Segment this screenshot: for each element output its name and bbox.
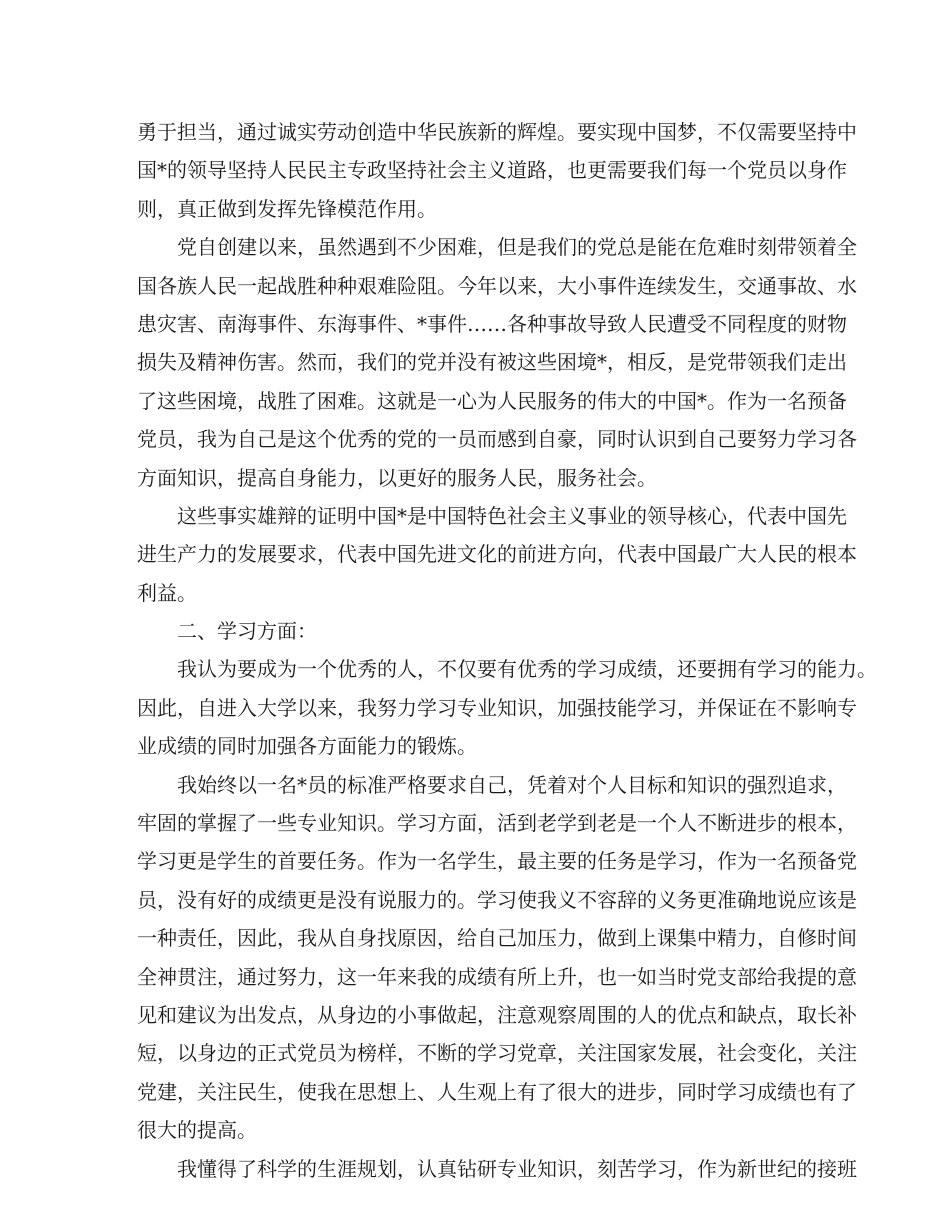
paragraph-line: 损失及精神伤害。然而，我们的党并没有被这些困境*，相反，是党带领我们走出	[137, 350, 847, 375]
paragraph-line: 因此，自进入大学以来，我努力学习专业知识，加强技能学习，并保证在不影响专	[137, 695, 857, 720]
paragraph-first-line: 党自创建以来，虽然遇到不少困难，但是我们的党总是能在危难时刻带领着全	[177, 235, 857, 260]
paragraph-line: 患灾害、南海事件、东海事件、*事件……各种事故导致人民遭受不同程度的财物	[137, 311, 847, 336]
document-body	[137, 113, 877, 1188]
paragraph-line: 很大的提高。	[137, 1118, 257, 1143]
paragraph-first-line: 二、学习方面：	[177, 619, 317, 644]
paragraph-line: 利益。	[137, 580, 197, 605]
paragraph-line: 进生产力的发展要求，代表中国先进文化的前进方向，代表中国最广大人民的根本	[137, 542, 857, 567]
paragraph-first-line: 我始终以一名*员的标准严格要求自己，凭着对个人目标和知识的强烈追求，	[177, 772, 847, 797]
paragraph-line: 党员，我为自己是这个优秀的党的一员而感到自豪，同时认识到自己要努力学习各	[137, 427, 857, 452]
paragraph-line: 党建，关注民生，使我在思想上、人生观上有了很大的进步，同时学习成绩也有了	[137, 1079, 857, 1104]
paragraph-line: 员，没有好的成绩更是没有说服力的。学习使我义不容辞的义务更准确地说应该是	[137, 887, 857, 912]
paragraph-first-line: 这些事实雄辩的证明中国*是中国特色社会主义事业的领导核心，代表中国先	[177, 503, 847, 528]
paragraph-first-line: 我懂得了科学的生涯规划，认真钻研专业知识，刻苦学习，作为新世纪的接班	[177, 1156, 857, 1181]
paragraph-line: 见和建议为出发点，从身边的小事做起，注意观察周围的人的优点和缺点，取长补	[137, 1002, 857, 1027]
paragraph-line: 短，以身边的正式党员为榜样，不断的学习党章，关注国家发展，社会变化，关注	[137, 1041, 857, 1066]
paragraph-line: 方面知识，提高自身能力，以更好的服务人民，服务社会。	[137, 465, 657, 490]
paragraph-line: 学习更是学生的首要任务。作为一名学生，最主要的任务是学习，作为一名预备党	[137, 849, 857, 874]
paragraph-line: 国*的领导坚持人民民主专政坚持社会主义道路，也更需要我们每一个党员以身作	[137, 158, 847, 183]
paragraph-line: 牢固的掌握了一些专业知识。学习方面，活到老学到老是一个人不断进步的根本，	[137, 811, 857, 836]
paragraph-line: 全神贯注，通过努力，这一年来我的成绩有所上升，也一如当时党支部给我提的意	[137, 964, 857, 989]
paragraph-line: 国各族人民一起战胜种种艰难险阻。今年以来，大小事件连续发生，交通事故、水	[137, 273, 857, 298]
paragraph-line: 一种责任，因此，我从自身找原因，给自己加压力，做到上课集中精力，自修时间	[137, 926, 857, 951]
paragraph-line: 则，真正做到发挥先锋模范作用。	[137, 196, 437, 221]
paragraph-line: 了这些困境，战胜了困难。这就是一心为人民服务的伟大的中国*。作为一名预备	[137, 388, 847, 413]
paragraph-line: 业成绩的同时加强各方面能力的锻炼。	[137, 734, 477, 759]
paragraph-first-line: 我认为要成为一个优秀的人，不仅要有优秀的学习成绩，还要拥有学习的能力。	[177, 657, 877, 682]
paragraph-line: 勇于担当，通过诚实劳动创造中华民族新的辉煌。要实现中国梦，不仅需要坚持中	[137, 120, 857, 144]
